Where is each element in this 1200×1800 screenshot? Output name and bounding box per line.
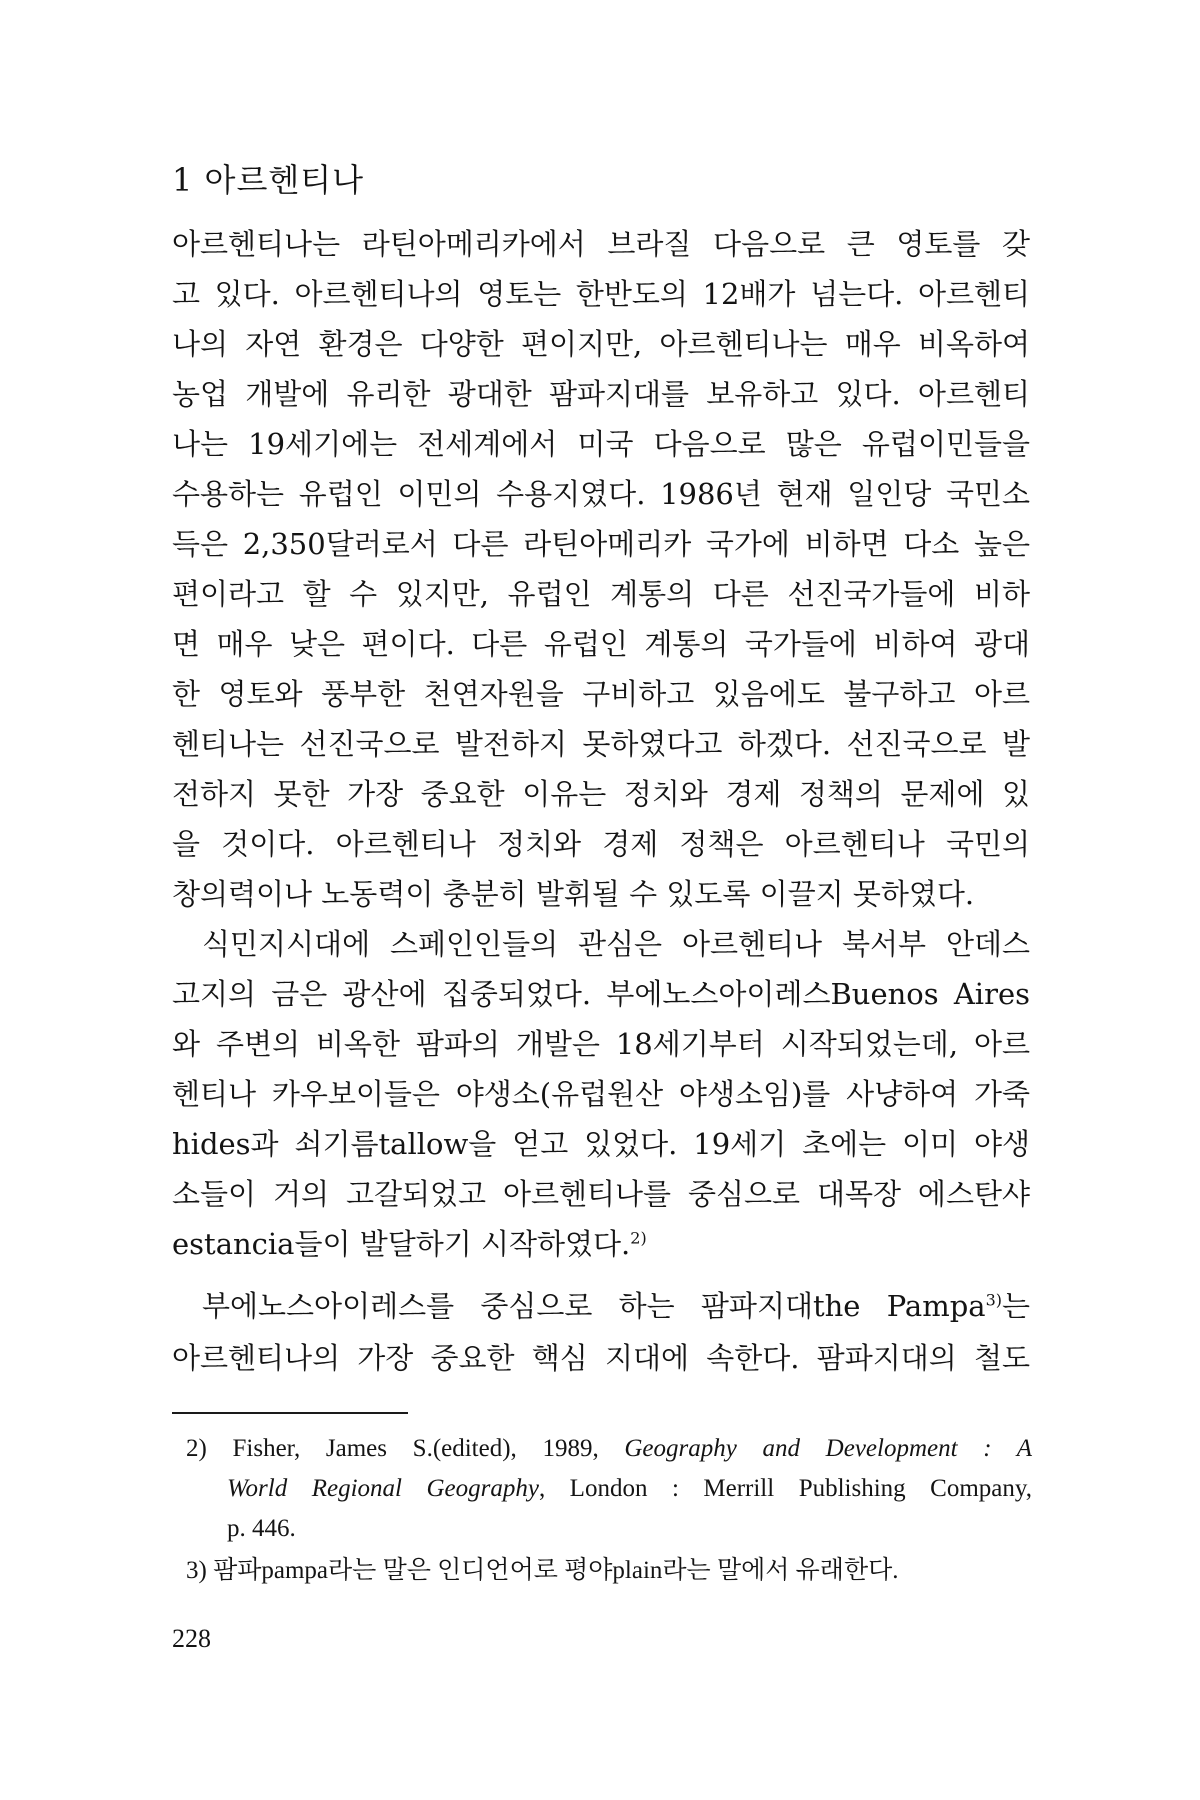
section-title: 아르헨티나 [204, 161, 365, 199]
body-line: hides과 쇠기름tallow을 얻고 있었다. 19세기 초에는 이미 야생 [172, 1127, 1030, 1161]
body-line-text: 부에노스아이레스를 중심으로 하는 팜파지대the Pampa [202, 1289, 986, 1323]
body-line: 창의력이나 노동력이 충분히 발휘될 수 있도록 이끌지 못하였다. [172, 877, 975, 911]
body-line: 와 주변의 비옥한 팜파의 개발은 18세기부터 시작되었는데, 아르 [172, 1027, 1030, 1061]
section-number: 1 [172, 161, 194, 199]
body-line: 헨티나는 선진국으로 발전하지 못하였다고 하겠다. 선진국으로 발 [172, 727, 1030, 761]
footnote-number: 3) [186, 1557, 207, 1584]
body-line [172, 1224, 1030, 1264]
body-line: 아르헨티나는 라틴아메리카에서 브라질 다음으로 큰 영토를 갖 [172, 227, 1030, 261]
body-line: 헨티나 카우보이들은 야생소(유럽원산 야생소임)를 사냥하여 가죽 [172, 1077, 1030, 1111]
footnote-divider [172, 1412, 408, 1414]
footnote-2-page: p. 446. [227, 1515, 296, 1542]
body-line: 고 있다. 아르헨티나의 영토는 한반도의 12배가 넘는다. 아르헨티 [172, 277, 1030, 311]
footnote-2 [186, 1432, 1032, 1466]
footnote-text: , London : Merrill Publishing Company, [538, 1475, 1032, 1502]
body-line: 수용하는 유럽인 이민의 수용지였다. 1986년 현재 일인당 국민소 [172, 477, 1030, 511]
footnote-number: 2) [186, 1435, 207, 1462]
body-line: 고지의 금은 광산에 집중되었다. 부에노스아이레스Buenos Aires [172, 977, 1030, 1011]
body-line: 농업 개발에 유리한 광대한 팜파지대를 보유하고 있다. 아르헨티 [172, 377, 1030, 411]
footnote-ref-2: 2) [630, 1228, 647, 1248]
body-line: 면 매우 낮은 편이다. 다른 유럽인 계통의 국가들에 비하여 광대 [172, 627, 1030, 661]
body-line-text: 는 [1001, 1289, 1030, 1323]
body-line: 득은 2,350달러로서 다른 라틴아메리카 국가에 비하면 다소 높은 [172, 527, 1030, 561]
body-line-text: estancia들이 발달하기 시작하였다. [172, 1227, 631, 1261]
body-line: 나는 19세기에는 전세계에서 미국 다음으로 많은 유럽이민들을 [172, 427, 1030, 461]
footnote-ref-3: 3) [985, 1290, 1002, 1310]
footnote-text: Fisher, James S.(edited), 1989, [232, 1435, 625, 1462]
body-line: 한 영토와 풍부한 천연자원을 구비하고 있음에도 불구하고 아르 [172, 677, 1030, 711]
body-line: 아르헨티나의 가장 중요한 핵심 지대에 속한다. 팜파지대의 철도 [172, 1341, 1030, 1375]
body-line: 편이라고 할 수 있지만, 유럽인 계통의 다른 선진국가들에 비하 [172, 577, 1030, 611]
footnote-3 [186, 1554, 1032, 1588]
body-line: 전하지 못한 가장 중요한 이유는 정치와 경제 정책의 문제에 있 [172, 777, 1030, 811]
page-number: 228 [172, 1624, 211, 1653]
section-heading [172, 160, 364, 200]
footnote-text: 팜파pampa라는 말은 인디언어로 평야plain라는 말에서 유래한다. [213, 1557, 899, 1584]
body-line: 을 것이다. 아르헨티나 정치와 경제 정책은 아르헨티나 국민의 [172, 827, 1030, 861]
body-line: 나의 자연 환경은 다양한 편이지만, 아르헨티나는 매우 비옥하여 [172, 327, 1030, 361]
footnote-title: Geography and Development : A [624, 1435, 1033, 1462]
body-line: 식민지시대에 스페인인들의 관심은 아르헨티나 북서부 안데스 [202, 927, 1030, 961]
footnote-2-continued [227, 1472, 1032, 1506]
body-line [202, 1286, 1030, 1326]
footnote-title: World Regional Geography [227, 1475, 539, 1502]
body-line: 소들이 거의 고갈되었고 아르헨티나를 중심으로 대목장 에스탄샤 [172, 1177, 1030, 1211]
